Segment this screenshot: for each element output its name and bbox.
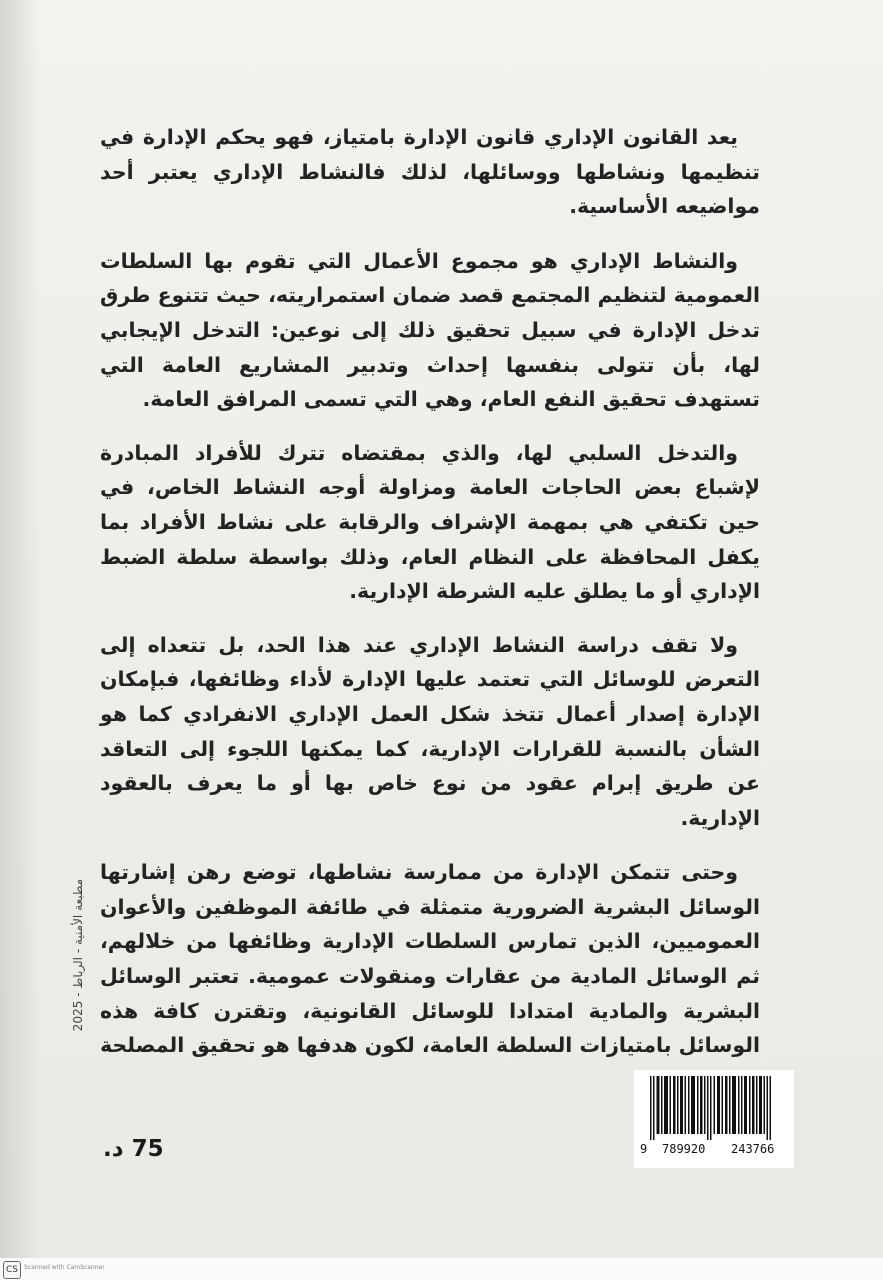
scanner-footer bbox=[0, 1258, 883, 1280]
barcode-right-digits: 243766 bbox=[731, 1142, 775, 1156]
price-label: 75 د. bbox=[103, 1136, 164, 1162]
camscanner-logo-icon: CS bbox=[3, 1261, 21, 1279]
printer-note-text: مطبعة الأمنية - الرباط - 2025 bbox=[71, 878, 85, 1032]
spine-shadow bbox=[0, 0, 40, 1258]
blurb-text bbox=[100, 120, 760, 1097]
blurb-paragraph-3: والتدخل السلبي لها، والذي بمقتضاه تترك للأفراد المبادرة لإشباع بعض الحاجات العامة ومزاولة أوجه النشاط الخاص، في حين تكتفي هي بمهمة الإشراف والرقابة على نشاط الأفراد بما يكفل المحافظة على النظام العام، وذلك بواسطة سلطة الضبط الإداري أو ما يطلق عليه الشرطة الإدارية. bbox=[100, 440, 760, 604]
isbn-barcode bbox=[634, 1070, 794, 1168]
barcode-left-digits: 789920 bbox=[662, 1142, 706, 1156]
blurb-paragraph-1: يعد القانون الإداري قانون الإدارة بامتياز، فهو يحكم الإدارة في تنظيمها ونشاطها ووسائلها، لذلك فالنشاط الإداري يعتبر أحد مواضيعه الأساسية. bbox=[100, 125, 760, 219]
blurb-paragraph-2: والنشاط الإداري هو مجموع الأعمال التي تقوم بها السلطات العمومية لتنظيم المجتمع قصد ضمان استمراريته، حيث تتنوع طرق تدخل الإدارة في سبيل تحقيق ذلك إلى نوعين: التدخل الإيجابي لها، بأن تتولى بنفسها إحداث وتدبير المشاريع العامة التي تستهدف تحقيق النفع العام، وهي التي تسمى المرافق العامة. bbox=[100, 248, 760, 412]
barcode-bars bbox=[642, 1076, 786, 1140]
scanner-label: Scanned with CamScanner bbox=[24, 1264, 105, 1271]
printer-note bbox=[58, 880, 98, 1030]
barcode-lead-digit: 9 bbox=[640, 1142, 648, 1156]
blurb-paragraph-5: وحتى تتمكن الإدارة من ممارسة نشاطها، توضع رهن إشارتها الوسائل البشرية الضرورية متمثلة في طائفة الموظفين والأعوان العموميين، الذين تمارس السلطات الإدارية وظائفها من خلالهم، ثم الوسائل المادية من عقارات ومنقولات عمومية. تعتبر الوسائل البشرية والمادية امتدادا للوسائل القانونية، وتقترن كافة هذه الوسائل بامتيازات السلطة العامة، لكون هدفها هو تحقيق المصلحة bbox=[100, 860, 760, 1058]
blurb-paragraph-4: ولا تقف دراسة النشاط الإداري عند هذا الحد، بل تتعداه إلى التعرض للوسائل التي تعتمد عليها الإدارة لأداء وظائفها، فبإمكان الإدارة إصدار أعمال تتخذ شكل العمل الإداري الانفرادي كما هو الشأن بالنسبة للقرارات الإدارية، كما يمكنها اللجوء إلى التعاقد عن طريق إبرام عقود من نوع خاص بها أو ما يعرف بالعقود الإدارية. bbox=[100, 632, 760, 830]
